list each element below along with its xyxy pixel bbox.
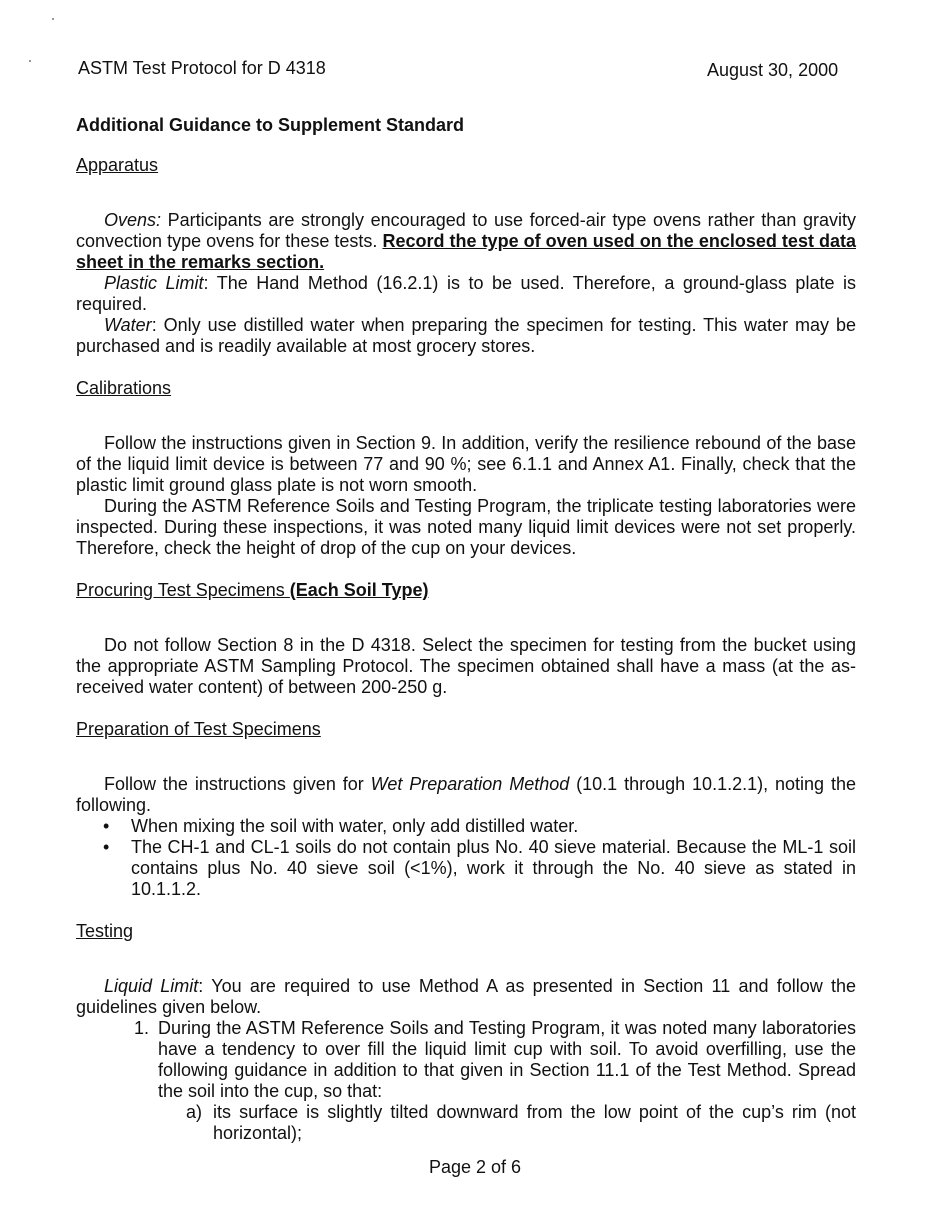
preparation-bullets xyxy=(76,816,856,900)
bullet-marker: • xyxy=(103,816,110,836)
list-number: 1. xyxy=(134,1018,150,1038)
testing-sub-list xyxy=(158,1102,856,1144)
paragraph-calibrations-2: During the ASTM Reference Soils and Testing Program, the triplicate testing laboratories were inspected. During these inspections, it was noted many liquid limit devices were not set properly. Therefore, check the height of drop of the cup on your devices. xyxy=(76,496,856,558)
page-number: Page 2 of 6 xyxy=(428,1157,522,1177)
section-heading-calibrations: Calibrations xyxy=(76,378,172,398)
section-heading-apparatus: Apparatus xyxy=(76,155,159,175)
header-left: ASTM Test Protocol for D 4318 xyxy=(78,58,326,78)
term-liquid-limit: Liquid Limit xyxy=(104,976,199,996)
bullet-marker: • xyxy=(103,837,110,857)
section-heading-procuring: Procuring Test Specimens (Each Soil Type) xyxy=(76,580,429,600)
header-date: August 30, 2000 xyxy=(707,60,839,80)
list-item: 1. During the ASTM Reference Soils and Testing Program, it was noted many laboratories have a tendency to over fill the liquid limit cup with soil. To avoid overfilling, use the following guidance in addition to that given in Section 11.1 of the Test Method. Spread the soil into the cup, so that: a) its surface is slightly tilted downward from the low point of the cup’s rim (not horizontal); xyxy=(76,1018,856,1144)
section-heading-testing: Testing xyxy=(76,921,134,941)
paragraph-procuring: Do not follow Section 8 in the D 4318. Select the specimen for testing from the bucket using the appropriate ASTM Sampling Protocol. The specimen obtained shall have a mass (at the as-received water content) of between 200-250 g. xyxy=(76,635,856,697)
term-ovens: Ovens: xyxy=(104,210,162,230)
term-plastic-limit: Plastic Limit xyxy=(104,273,204,293)
paragraph-calibrations-1: Follow the instructions given in Section 9. In addition, verify the resilience rebound of the base of the liquid limit device is between 77 and 90 %; see 6.1.1 and Annex A1. Finally, check that the plastic limit ground glass plate is not worn smooth. xyxy=(76,433,856,495)
list-letter: a) xyxy=(186,1102,203,1122)
scan-speck xyxy=(29,60,31,62)
list-item: • The CH-1 and CL-1 soils do not contain plus No. 40 sieve material. Because the ML-1 soil contains plus No. 40 sieve soil (<1%), work it through the No. 40 sieve as stated in 10.1.1.2. xyxy=(103,837,856,899)
paragraph-preparation: Follow the instructions given for Wet Preparation Method (10.1 through 10.1.2.1), noting the following. xyxy=(76,774,856,815)
paragraph-ovens: Ovens: Participants are strongly encouraged to use forced-air type ovens rather than gravity convection type ovens for these tests. Record the type of oven used on the enclosed test data sheet in the remarks section. xyxy=(76,210,857,272)
page-title: Additional Guidance to Supplement Standard xyxy=(76,115,465,135)
document-body xyxy=(76,114,856,1144)
list-item: • When mixing the soil with water, only add distilled water. xyxy=(103,816,579,836)
list-item: a) its surface is slightly tilted downward from the low point of the cup’s rim (not horizontal); xyxy=(186,1102,856,1143)
paragraph-plastic-limit: Plastic Limit: The Hand Method (16.2.1) is to be used. Therefore, a ground-glass plate is required. xyxy=(76,273,856,314)
paragraph-water: Water: Only use distilled water when preparing the specimen for testing. This water may be purchased and is readily available at most grocery stores. xyxy=(76,315,856,356)
testing-numbered-list xyxy=(76,1018,856,1144)
term-water: Water xyxy=(104,315,152,335)
scan-speck xyxy=(52,18,54,20)
instruction-record-oven: Record the type of oven used on the enclosed test data sheet in the remarks section. xyxy=(76,231,857,272)
paragraph-liquid-limit: Liquid Limit: You are required to use Method A as presented in Section 11 and follow the guidelines given below. xyxy=(76,976,857,1017)
section-heading-preparation: Preparation of Test Specimens xyxy=(76,719,321,739)
